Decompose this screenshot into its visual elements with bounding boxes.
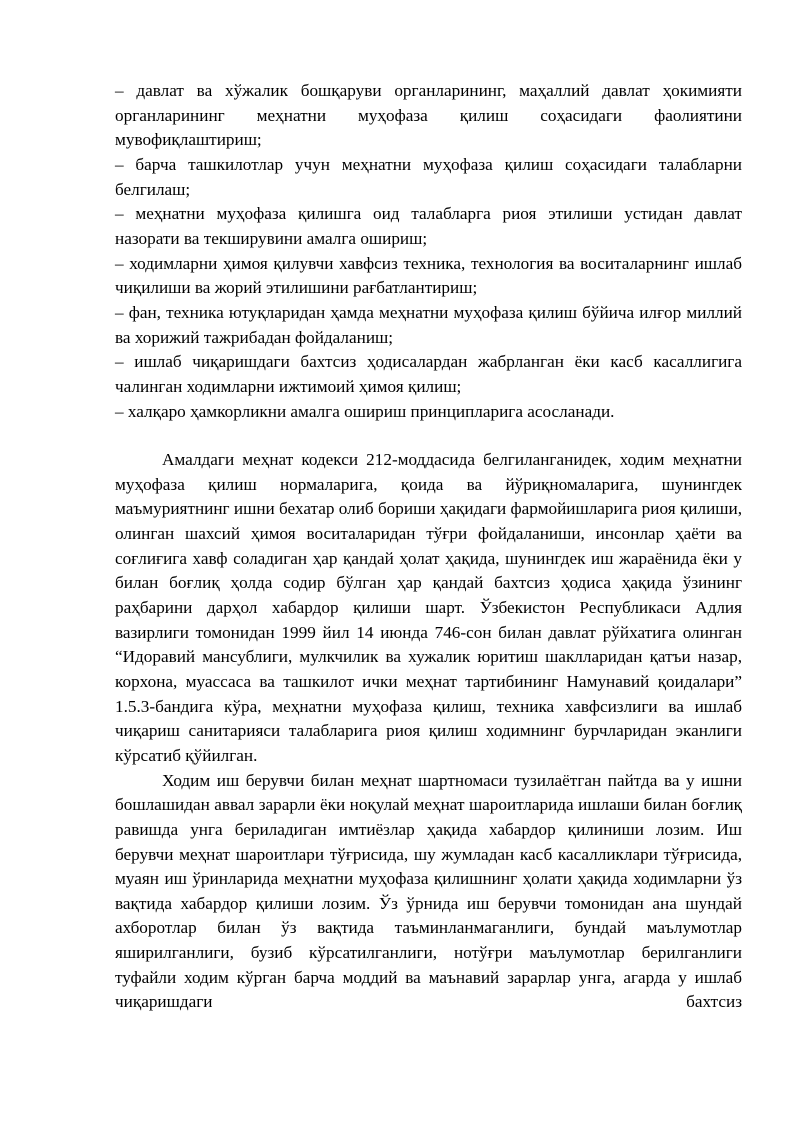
- list-item: – халқаро ҳамкорликни амалга ошириш принципларига асосланади.: [115, 401, 615, 421]
- list-item: – ишлаб чиқаришдаги бахтсиз ҳодисалардан жабрланган ёки касб касаллигига чалинган ходимларни ижтимоий ҳимоя қилиш;: [115, 352, 742, 396]
- paragraph-employer-duties: Ходим иш берувчи билан меҳнат шартномаси тузилаётган пайтда ва у ишни бошлашидан аввал зарарли ёки ноқулай меҳнат шароитларида ишлаши билан боғлиқ равишда унга бериладиган имтиёзлар ҳақида хабардор қилиниши лозим. Иш берувчи меҳнат шароитлари тўғрисида, шу жумладан касб касалликлари тўғрисида, муаян иш ўринларида меҳнатни муҳофаза қилишнинг ҳолати ҳақида ходимларни ўз вақтида хабардор қилиши лозим. Ўз ўрнида иш берувчи томонидан ана шундай ахборотлар билан ўз вақтида таъминланмаганлиги, бундай маълумотлар яширилганлиги, бузиб кўрсатилганлиги, нотўғри маълумотлар берилганлиги туфайли ходим кўрган барча моддий ва маънавий зарарлар унга, агарда у ишлаб чиқаришдаги бахтсиз: [115, 770, 742, 1012]
- list-item: – ходимларни ҳимоя қилувчи хавфсиз техника, технология ва воситаларнинг ишлаб чиқилиши ва жорий этилишини рағбатлантириш;: [115, 253, 742, 298]
- list-item: – давлат ва хўжалик бошқаруви органларининг, маҳаллий давлат ҳокимияти органларининг меҳнатни муҳофаза қилиш соҳасидаги фаолиятини мувофиқлаштириш;: [115, 81, 742, 150]
- body-text: [115, 448, 742, 1015]
- paragraph-labor-code: Амалдаги меҳнат кодекси 212-моддасида белгиланганидек, ходим меҳнатни муҳофаза қилиш нормаларига, қоида ва йўриқномаларига, шунингдек маъмуриятнинг ишни бехатар олиб бориши ҳақидаги фармойишларига риоя қилиши, олинган шахсий ҳимоя воситаларидан тўғри фойдаланиши, инсонлар ҳаёти ва соғлиғига хавф соладиган ҳар қандай ҳолат ҳақида, шунингдек иш жараёнида ёки у билан боғлиқ ҳолда содир бўлган ҳар қандай бахтсиз ҳодиса ҳақида ўзининг раҳбарини дарҳол хабардор қилиши шарт. Ўзбекистон Республикаси Адлия вазирлиги томонидан 1999 йил 14 июнда 746-сон билан давлат рўйхатига олинган “Идоравий мансублиги, мулкчилик ва хужалик юритиш шаклларидан қатъи назар, корхона, муассаса ва ташкилот ички меҳнат тартибининг Намунавий қоидалари” 1.5.3-бандига кўра, меҳнатни муҳофаза қилиш, техника хавфсизлиги ва ишлаб чиқариш санитарияси талабларига риоя қилиш ходимнинг бурчларидан эканлиги кўрсатиб қўйилган.: [115, 450, 742, 765]
- list-item: – барча ташкилотлар учун меҳнатни муҳофаза қилиш соҳасидаги талабларни белгилаш;: [115, 154, 742, 199]
- list-item: – меҳнатни муҳофаза қилишга оид талабларга риоя этилиши устидан давлат назорати ва текширувини амалга ошириш;: [115, 204, 742, 248]
- list-item: – фан, техника ютуқларидан ҳамда меҳнатни муҳофаза қилиш бўйича илғор миллий ва хорижий тажрибадан фойдаланиш;: [115, 302, 742, 347]
- principles-list: [115, 79, 742, 424]
